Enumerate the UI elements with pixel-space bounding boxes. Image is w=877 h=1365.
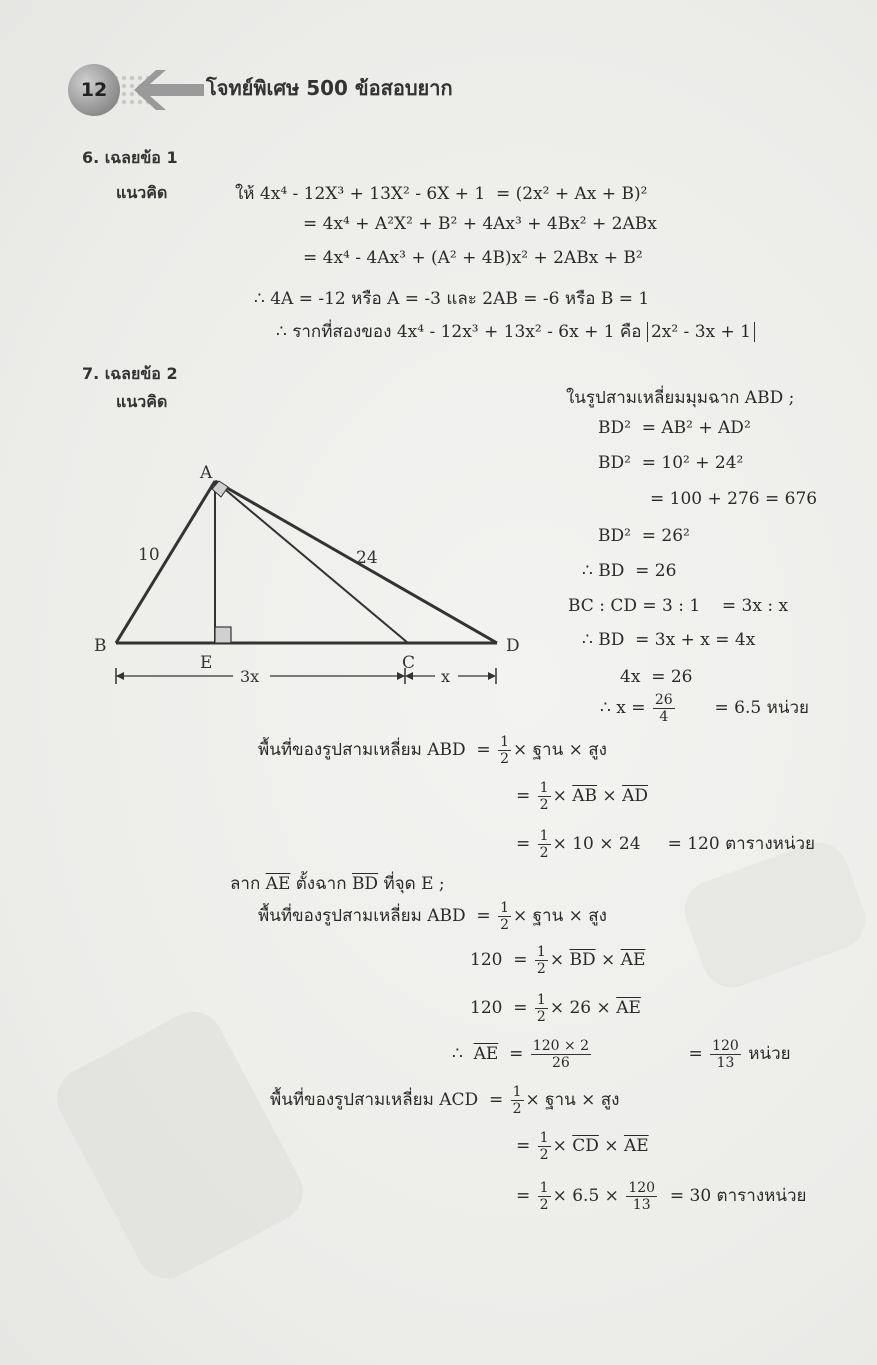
svg-text:24: 24 [356, 548, 378, 568]
area-acd-line-1: พื้นที่ของรูปสามเหลี่ยม ACD = $\frac{1}{2}$ × ฐาน × สูง [270, 1084, 620, 1117]
q7-x-value: ∴ x = $\frac{26}{4}$ = 6.5 หน่วย [600, 692, 809, 725]
perp-area-line-2: 120 = $\frac{1}{2}$ × $\overline{BD} \times \overline{AE}$ [470, 944, 646, 977]
q7-bd-eq-4: BD² = 26² [598, 526, 690, 546]
svg-text:C: C [402, 653, 416, 673]
q7-bd-eq-5: ∴ BD = 26 [582, 561, 677, 581]
book-title: โจทย์พิเศษ 500 ข้อสอบยาก [206, 76, 453, 100]
perp-area-line-3: 120 = $\frac{1}{2}$ × $26 \times \overline{AE}$ [470, 992, 641, 1025]
svg-text:A: A [200, 463, 213, 483]
fraction: $\frac{26}{4}$ [654, 692, 673, 725]
q6-line-4: ∴ 4A = -12 หรือ A = -3 และ 2AB = -6 หรือ B = 1 [254, 289, 650, 309]
half-fraction: $\frac{1}{2}$ [536, 944, 546, 977]
perp-area-line-1: พื้นที่ของรูปสามเหลี่ยม ABD = $\frac{1}{2}$ × ฐาน × สูง [258, 900, 607, 933]
fraction: $\frac{120}{13}$ [712, 1038, 739, 1071]
q7-bd-eq-3: = 100 + 276 = 676 [650, 489, 818, 509]
area-abd-line-1: พื้นที่ของรูปสามเหลี่ยม ABD = $\frac{1}{2}$ × ฐาน × สูง [258, 734, 607, 767]
q6-line-5: ∴ รากที่สองของ 4x⁴ - 12x³ + 13x² - 6x + 1 คือ 2x² - 3x + 1 [276, 318, 755, 345]
q6-heading: 6. เฉลยข้อ 1 [82, 148, 178, 167]
half-fraction: $\frac{1}{2}$ [539, 1130, 549, 1163]
svg-text:10: 10 [138, 545, 160, 565]
perp-statement: ลาก $\overline{AE}$ ตั้งฉาก $\overline{BD}$ ที่จุด E ; [230, 874, 445, 894]
half-fraction: $\frac{1}{2}$ [539, 1180, 549, 1213]
page-header [68, 64, 488, 116]
q7-4x: 4x = 26 [620, 667, 693, 687]
half-fraction: $\frac{1}{2}$ [536, 992, 546, 1025]
half-fraction: $\frac{1}{2}$ [539, 828, 549, 861]
svg-text:E: E [200, 653, 213, 673]
triangle-diagram [90, 440, 530, 700]
q7-bd-eq-2: BD² = 10² + 24² [598, 453, 744, 473]
q7-bd-eq-1: BD² = AB² + AD² [598, 418, 751, 438]
fraction: $\frac{120}{13}$ [628, 1180, 656, 1213]
q7-approach-label: แนวคิด [116, 392, 168, 411]
q6-approach-label: แนวคิด [116, 183, 168, 202]
perp-ae-value: ∴ $\overline{AE}$ = $\frac{120 \times 2}{26}$ = $\frac{120}{13}$ หน่วย [452, 1038, 791, 1071]
background-pencil-illustration [47, 1001, 314, 1289]
half-fraction: $\frac{1}{2}$ [539, 780, 549, 813]
svg-text:B: B [94, 636, 107, 656]
area-abd-line-3: = $\frac{1}{2}$ × 10 × 24 = 120 ตารางหน่วย [516, 828, 815, 861]
fraction: $\frac{120 \times 2}{26}$ [532, 1038, 590, 1071]
q7-bd-sum: ∴ BD = 3x + x = 4x [582, 630, 756, 650]
q6-result-abs: 2x² - 3x + 1 [647, 322, 755, 342]
q6-line-1: ให้ 4x⁴ - 12X³ + 13X² - 6X + 1 = (2x² + Ax + B)² [235, 184, 648, 204]
half-fraction: $\frac{1}{2}$ [500, 734, 510, 767]
page-number-badge: 12 [68, 64, 120, 116]
svg-text:x: x [441, 667, 451, 686]
q6-line-2: = 4x⁴ + A²X² + B² + 4Ax³ + 4Bx² + 2ABx [303, 214, 657, 234]
q7-intro: ในรูปสามเหลี่ยมมุมฉาก ABD ; [566, 388, 795, 408]
half-fraction: $\frac{1}{2}$ [500, 900, 510, 933]
area-acd-line-3: = $\frac{1}{2}$ × 6.5 × $\frac{120}{13}$ = 30 ตารางหน่วย [516, 1180, 807, 1213]
q7-ratio: BC : CD = 3 : 1 = 3x : x [568, 596, 789, 616]
half-fraction: $\frac{1}{2}$ [512, 1084, 522, 1117]
area-abd-line-2: = $\frac{1}{2}$ × $\overline{AB} \times \overline{AD}$ [516, 780, 648, 813]
area-acd-line-2: = $\frac{1}{2}$ × $\overline{CD} \times \overline{AE}$ [516, 1130, 649, 1163]
left-arrow-icon [134, 70, 204, 110]
svg-text:D: D [506, 636, 520, 656]
svg-text:3x: 3x [240, 667, 260, 686]
q7-heading: 7. เฉลยข้อ 2 [82, 364, 178, 383]
q6-line-3: = 4x⁴ - 4Ax³ + (A² + 4B)x² + 2ABx + B² [303, 248, 643, 268]
